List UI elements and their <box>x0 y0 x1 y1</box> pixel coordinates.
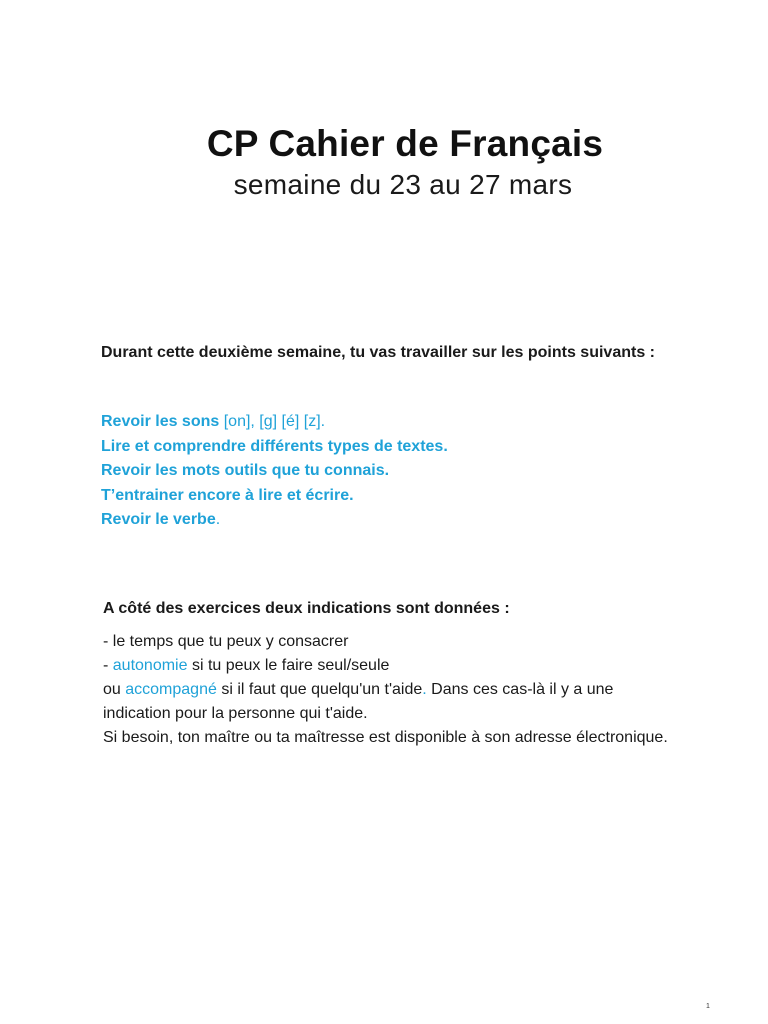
accompagne-keyword: accompagné <box>125 681 217 698</box>
learning-point <box>101 484 661 509</box>
intro-paragraph: Durant cette deuxième semaine, tu vas travailler sur les points suivants : <box>101 344 655 361</box>
page-number: 1 <box>706 1003 710 1010</box>
learning-point-detail: . <box>215 511 221 528</box>
learning-point <box>101 435 661 460</box>
indication-helper-note: Dans ces cas-là il y a une indication pour la personne qui t'aide. <box>103 681 614 722</box>
indication-autonomy <box>103 654 683 678</box>
indications-heading: A côté des exercices deux indications sont données : <box>103 600 510 617</box>
learning-point-bold: Revoir les sons <box>101 413 220 430</box>
learning-point-bold: Lire et comprendre différents types de textes. <box>101 437 448 455</box>
learning-points-list <box>101 410 661 533</box>
indication-accompanied <box>103 678 683 726</box>
document-title: CP Cahier de Français <box>206 122 604 164</box>
learning-point-bold: Revoir le verbe <box>101 511 216 528</box>
indication-dash: - <box>103 657 113 674</box>
learning-point-bold: Revoir les mots outils que tu connais. <box>101 462 390 479</box>
learning-point <box>101 410 661 435</box>
indication-accent-dot: . <box>422 681 427 698</box>
indication-autonomy-text: si tu peux le faire seul/seule <box>187 657 390 674</box>
indication-time: - le temps que tu peux y consacrer <box>103 633 349 650</box>
indication-accompanied-text: si il faut que quelqu'un t'aide <box>216 681 423 698</box>
learning-point <box>101 459 661 484</box>
learning-point <box>101 508 661 533</box>
indication-ou: ou <box>103 681 126 698</box>
autonomie-keyword: autonomie <box>112 657 188 674</box>
indication-contact: Si besoin, ton maître ou ta maîtresse est disponible à son adresse électronique. <box>103 729 668 746</box>
document-subtitle: semaine du 23 au 27 mars <box>233 169 573 200</box>
learning-point-bold: T’entrainer encore à lire et écrire. <box>101 486 354 504</box>
learning-point-detail: [on], [g] [é] [z]. <box>219 413 326 430</box>
indications-body <box>103 630 683 750</box>
